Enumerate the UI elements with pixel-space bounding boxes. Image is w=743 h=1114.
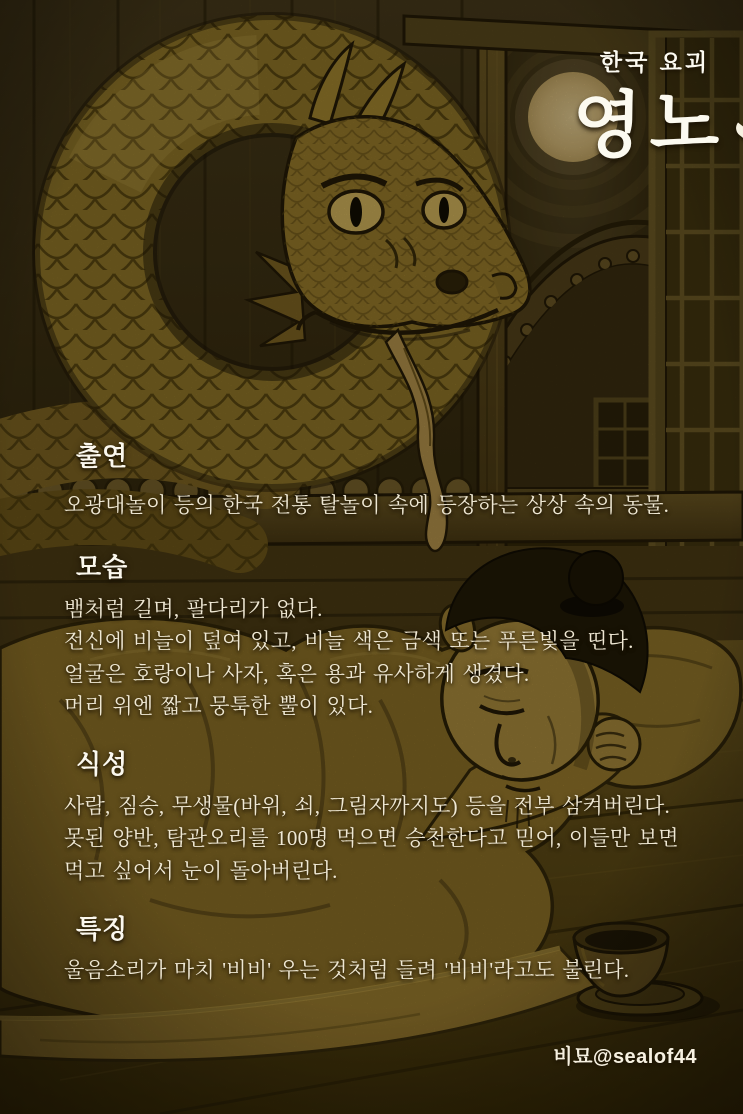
section-heading-diet: 식성 [76, 750, 129, 779]
section-line: 울음소리가 마치 '비비' 우는 것처럼 들려 '비비'라고도 불린다. [64, 958, 630, 982]
section-line: 얼굴은 호랑이나 사자, 혹은 용과 유사하게 생겼다. [64, 662, 530, 686]
section-line: 사람, 짐승, 무생물(바위, 쇠, 그림자까지도) 등을 전부 삼켜버린다. [64, 794, 670, 818]
section-heading-appearance: 출연 [76, 442, 129, 471]
creature-name: 영노 [571, 82, 729, 168]
section-line: 뱀처럼 길며, 팔다리가 없다. [64, 597, 323, 621]
section-line: 못된 양반, 탐관오리를 100명 먹으면 승천한다고 믿어, 이들만 보면 [64, 826, 679, 850]
section-heading-looks: 모습 [76, 553, 129, 582]
section-heading-traits: 특징 [76, 915, 129, 944]
section-line: 오광대놀이 등의 한국 전통 탈놀이 속에 등장하는 상상 속의 동물. [64, 493, 670, 517]
section-line: 전신에 비늘이 덮여 있고, 비늘 색은 금색 또는 푸른빛을 띤다. [64, 629, 634, 653]
section-line: 먹고 싶어서 눈이 돌아버린다. [64, 859, 338, 883]
section-line: 머리 위엔 짧고 뭉툭한 뿔이 있다. [64, 694, 374, 718]
artist-credit: 비묘@sealof44 [553, 1046, 697, 1068]
series-title: 한국 요괴 [599, 49, 711, 75]
